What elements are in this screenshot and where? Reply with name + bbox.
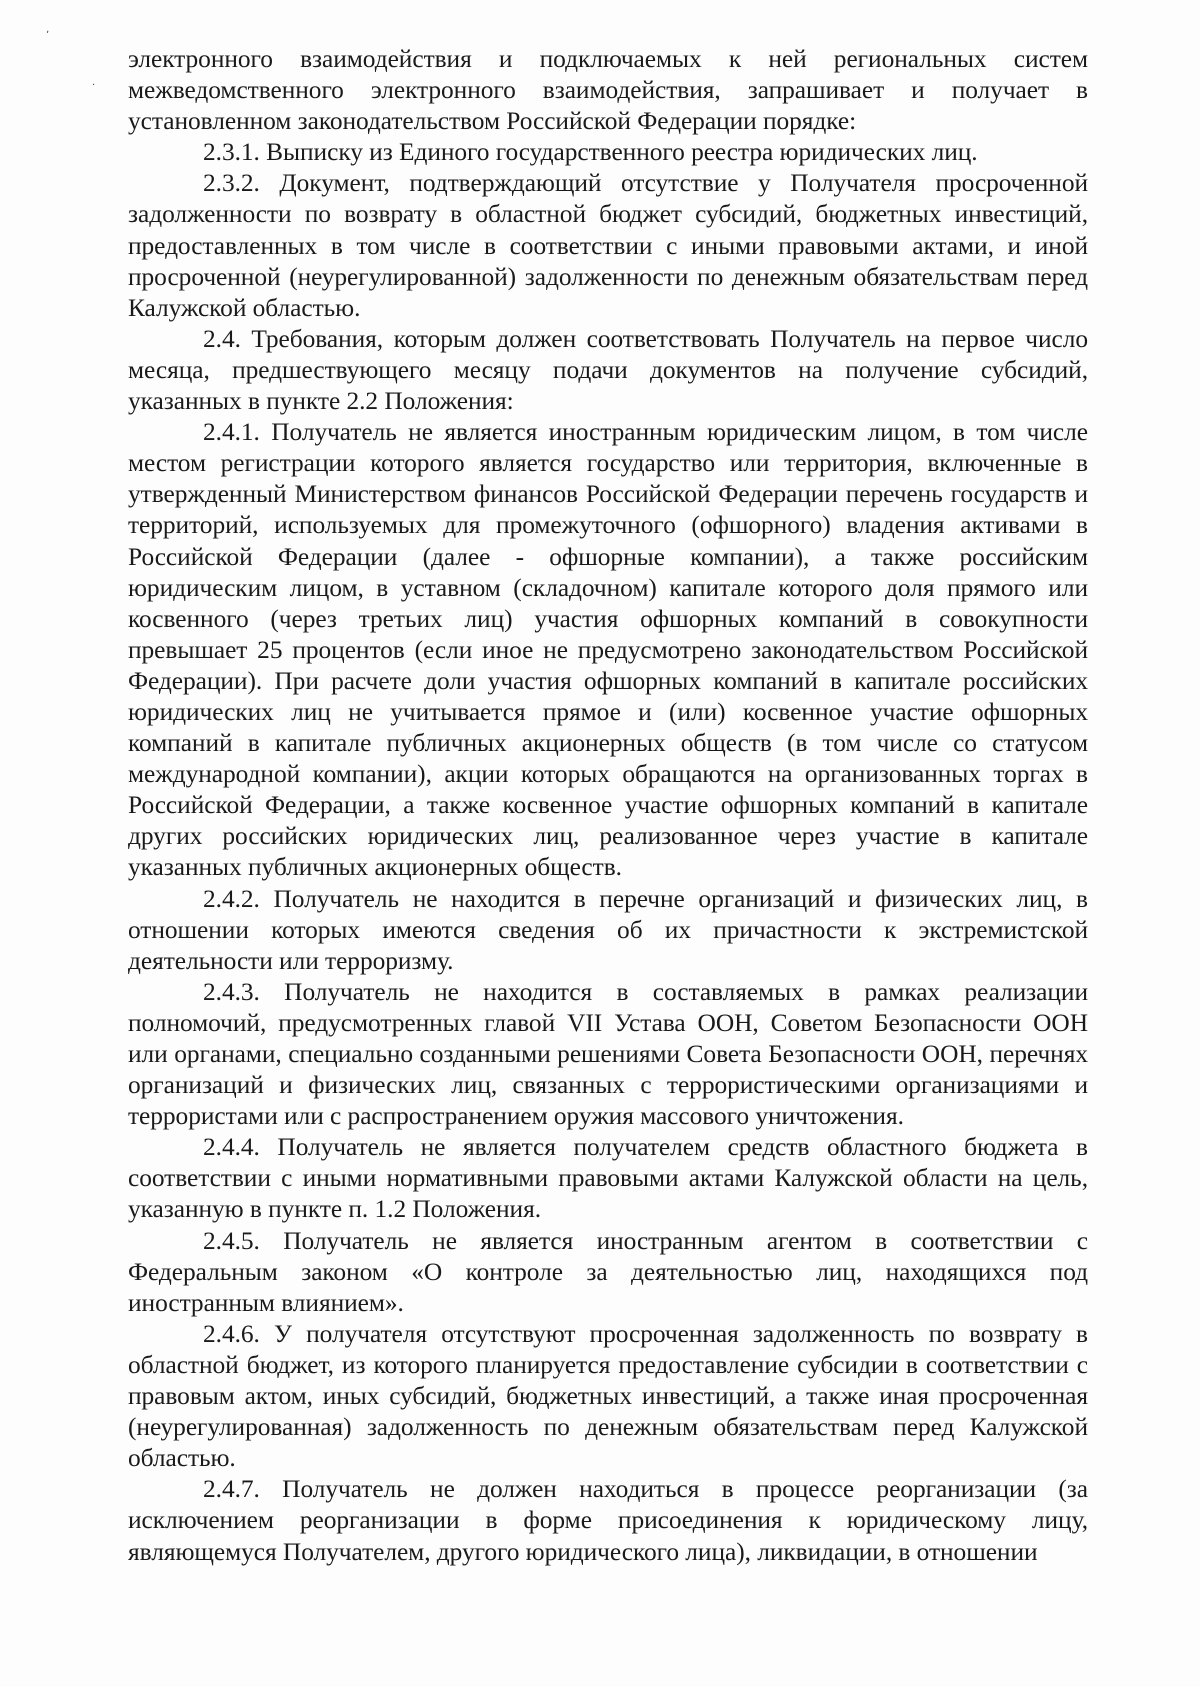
paragraph-2-4-3: 2.4.3. Получатель не находится в составляемых в рамках реализации полномочий, предусмотренных главой VII Устава ООН, Советом Безопасности ООН или органами, специально созданными решениями Совета Безопасности ООН, перечнях организаций и физических лиц, связанных с террористическими организациями и террористами или с распространением оружия массового уничтожения. bbox=[128, 977, 1088, 1131]
paragraph-2-4-4: 2.4.4. Получатель не является получателем средств областного бюджета в соответствии с иными нормативными правовыми актами Калужской области на цель, указанную в пункте п. 1.2 Положения. bbox=[128, 1133, 1088, 1224]
document-body bbox=[128, 44, 1088, 1568]
paragraph-2-4: 2.4. Требования, которым должен соответствовать Получатель на первое число месяца, предшествующего месяцу подачи документов на получение субсидий, указанных в пункте 2.2 Положения: bbox=[128, 324, 1088, 416]
scan-speck: · bbox=[92, 80, 96, 91]
paragraph-2-3-1: 2.3.1. Выписку из Единого государственного реестра юридических лиц. bbox=[203, 138, 978, 167]
paragraph-2-4-5: 2.4.5. Получатель не является иностранным агентом в соответствии с Федеральным законом «О контроле за деятельностью лиц, находящихся под иностранным влиянием». bbox=[128, 1226, 1088, 1317]
paragraph-2-4-1: 2.4.1. Получатель не является иностранным юридическим лицом, в том числе местом регистрации которого является государство или территория, включенные в утвержденный Министерством финансов Российской Федерации перечень государств и территорий, используемых для промежуточного (офшорного) владения активами в Российской Федерации (далее - офшорные компании), а также российским юридическим лицом, в уставном (складочном) капитале которого доля прямого или косвенного (через третьих лиц) участия офшорных компаний в совокупности превышает 25 процентов (если иное не предусмотрено законодательством Российской Федерации). При расчете доли участия офшорных компаний в капитале российских юридических лиц не учитывается прямое и (или) косвенное участие офшорных компаний в капитале публичных акционерных обществ (в том числе со статусом международной компании), акции которых обращаются на организованных торгах в Российской Федерации, а также косвенное участие офшорных компаний в капитале других российских юридических лиц, реализованное через участие в капитале указанных публичных акционерных обществ. bbox=[128, 418, 1088, 882]
paragraph-2-4-7: 2.4.7. Получатель не должен находиться в процессе реорганизации (за исключением реорганизации в форме присоединения к юридическому лицу, являющемуся Получателем, другого юридического лица), ликвидации, в отношении bbox=[128, 1475, 1088, 1566]
paragraph-intro: электронного взаимодействия и подключаемых к ней региональных систем межведомственного электронного взаимодействия, запрашивает и получает в установленном законодательством Российской Федерации порядке: bbox=[128, 45, 1088, 136]
scan-speck: ʼ bbox=[46, 30, 50, 41]
paragraph-2-3-2: 2.3.2. Документ, подтверждающий отсутствие у Получателя просроченной задолженности по возврату в областной бюджет субсидий, бюджетных инвестиций, предоставленных в том числе в соответствии с иными правовыми актами, и иной просроченной (неурегулированной) задолженности по денежным обязательствам перед Калужской областью. bbox=[128, 169, 1088, 322]
paragraph-2-4-2: 2.4.2. Получатель не находится в перечне организаций и физических лиц, в отношении которых имеются сведения об их причастности к экстремистской деятельности или терроризму. bbox=[128, 884, 1088, 975]
paragraph-2-4-6: 2.4.6. У получателя отсутствуют просроченная задолженность по возврату в областной бюджет, из которого планируется предоставление субсидии в соответствии с правовым актом, иных субсидий, бюджетных инвестиций, а также иная просроченная (неурегулированная) задолженность по денежным обязательствам перед Калужской областью. bbox=[128, 1319, 1088, 1473]
